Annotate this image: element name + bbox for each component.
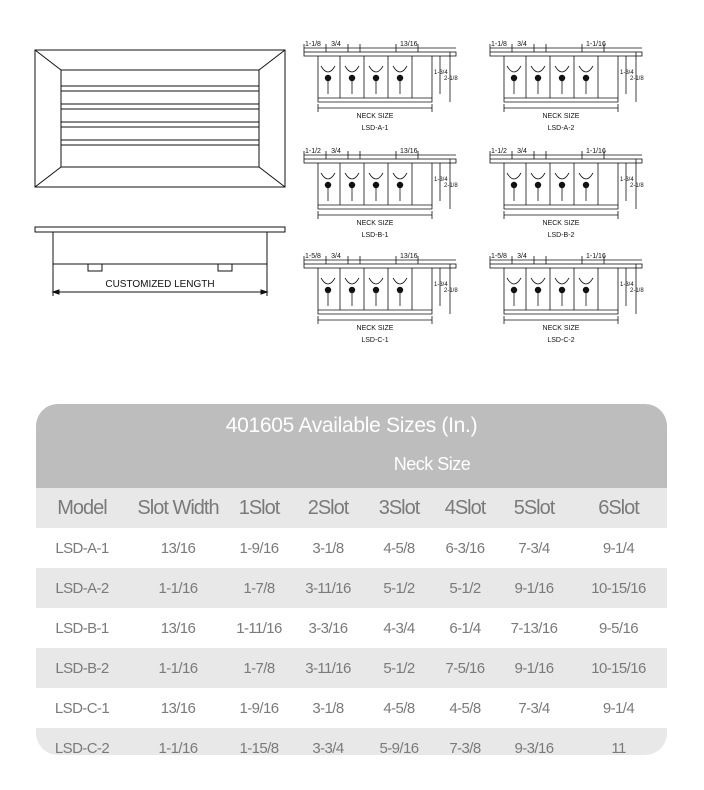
model-cell: LSD-C-1 — [36, 688, 128, 728]
profile-drawings — [304, 41, 644, 344]
size-cell: 5-9/16 — [366, 728, 432, 755]
header-cell: 6Slot — [570, 488, 667, 528]
size-cell: 1-1/16 — [128, 648, 228, 688]
neck-size-label: NECK SIZE — [356, 113, 394, 120]
header-cell: 1Slot — [228, 488, 290, 528]
profile-model-label: LSD-C-2 — [547, 337, 575, 344]
table-row — [36, 648, 667, 688]
slot-width-label: 13/16 — [400, 148, 418, 155]
sizes-table-card — [36, 404, 667, 755]
size-cell: 3-3/16 — [290, 608, 366, 648]
size-cell: 1-15/8 — [228, 728, 290, 755]
width-left-label: 1-1/8 — [491, 41, 507, 48]
header-cell: Slot Width — [128, 488, 228, 528]
table-header-row — [36, 488, 667, 528]
width-mid-label: 3/4 — [331, 148, 341, 155]
header-cell: 4Slot — [432, 488, 498, 528]
neck-size-label: NECK SIZE — [356, 220, 394, 227]
table-row — [36, 568, 667, 608]
size-cell: 1-9/16 — [228, 528, 290, 568]
size-cell: 4-5/8 — [432, 688, 498, 728]
height-small-label: 1-3/4 — [434, 282, 448, 288]
size-cell: 1-11/16 — [228, 608, 290, 648]
size-cell: 3-1/8 — [290, 688, 366, 728]
size-cell: 5-1/2 — [432, 568, 498, 608]
model-cell: LSD-C-2 — [36, 728, 128, 755]
header-cell: 5Slot — [498, 488, 570, 528]
size-cell: 13/16 — [128, 688, 228, 728]
profile-model-label: LSD-B-1 — [361, 232, 389, 239]
height-big-label: 2-1/8 — [444, 76, 458, 82]
size-cell: 9-1/4 — [570, 528, 667, 568]
table-row — [36, 688, 667, 728]
profile-drawing — [490, 253, 644, 344]
profile-model-label: LSD-B-2 — [547, 232, 575, 239]
height-big-label: 2-1/8 — [630, 288, 644, 294]
size-cell: 13/16 — [128, 608, 228, 648]
size-cell: 9-1/4 — [570, 688, 667, 728]
size-cell: 1-7/8 — [228, 568, 290, 608]
size-cell: 4-3/4 — [366, 608, 432, 648]
size-cell: 9-1/16 — [498, 648, 570, 688]
header-cell: 3Slot — [366, 488, 432, 528]
table-row — [36, 728, 667, 755]
width-mid-label: 3/4 — [517, 41, 527, 48]
width-mid-label: 3/4 — [331, 41, 341, 48]
size-cell: 4-5/8 — [366, 528, 432, 568]
size-cell: 9-3/16 — [498, 728, 570, 755]
size-cell: 1-1/16 — [128, 728, 228, 755]
neck-size-label: NECK SIZE — [542, 220, 580, 227]
size-cell: 3-3/4 — [290, 728, 366, 755]
neck-size-heading: Neck Size — [393, 454, 471, 474]
size-cell: 13/16 — [128, 528, 228, 568]
profile-drawing — [304, 41, 458, 132]
profile-model-label: LSD-A-1 — [361, 125, 389, 132]
front-view — [35, 50, 285, 187]
height-small-label: 1-3/4 — [620, 282, 634, 288]
side-view-caption: CUSTOMIZED LENGTH — [105, 279, 215, 290]
size-cell: 6-1/4 — [432, 608, 498, 648]
width-left-label: 1-1/2 — [305, 148, 321, 155]
neck-size-label: NECK SIZE — [356, 325, 394, 332]
profile-model-label: LSD-A-2 — [547, 125, 575, 132]
height-big-label: 2-1/8 — [630, 76, 644, 82]
sizes-table — [36, 488, 667, 755]
width-left-label: 1-5/8 — [491, 253, 507, 260]
height-big-label: 2-1/8 — [444, 288, 458, 294]
table-row — [36, 608, 667, 648]
size-cell: 7-3/4 — [498, 528, 570, 568]
model-cell: LSD-A-2 — [36, 568, 128, 608]
slot-width-label: 13/16 — [400, 41, 418, 48]
height-big-label: 2-1/8 — [630, 183, 644, 189]
header-cell: Model — [36, 488, 128, 528]
size-cell: 7-3/4 — [498, 688, 570, 728]
neck-size-label: NECK SIZE — [542, 325, 580, 332]
width-left-label: 1-1/2 — [491, 148, 507, 155]
slot-width-label: 13/16 — [400, 253, 418, 260]
profile-model-label: LSD-C-1 — [361, 337, 389, 344]
height-small-label: 1-3/4 — [620, 70, 634, 76]
height-small-label: 1-3/4 — [434, 70, 448, 76]
height-small-label: 1-3/4 — [434, 177, 448, 183]
neck-size-label: NECK SIZE — [542, 113, 580, 120]
size-cell: 4-5/8 — [366, 688, 432, 728]
model-cell: LSD-A-1 — [36, 528, 128, 568]
height-big-label: 2-1/8 — [444, 183, 458, 189]
model-cell: LSD-B-2 — [36, 648, 128, 688]
size-cell: 7-3/8 — [432, 728, 498, 755]
slot-width-label: 1-1/16 — [586, 41, 606, 48]
width-mid-label: 3/4 — [517, 253, 527, 260]
table-row — [36, 528, 667, 568]
slot-width-label: 1-1/16 — [586, 253, 606, 260]
profile-drawing — [490, 148, 644, 239]
size-cell: 7-5/16 — [432, 648, 498, 688]
size-cell: 10-15/16 — [570, 568, 667, 608]
size-cell: 9-1/16 — [498, 568, 570, 608]
width-mid-label: 3/4 — [331, 253, 341, 260]
table-body — [36, 528, 667, 755]
width-left-label: 1-1/8 — [305, 41, 321, 48]
size-cell: 3-11/16 — [290, 648, 366, 688]
size-cell: 1-7/8 — [228, 648, 290, 688]
size-cell: 3-11/16 — [290, 568, 366, 608]
profile-drawing — [304, 253, 458, 344]
size-cell: 11 — [570, 728, 667, 755]
size-cell: 5-1/2 — [366, 568, 432, 608]
size-cell: 7-13/16 — [498, 608, 570, 648]
size-cell: 10-15/16 — [570, 648, 667, 688]
model-cell: LSD-B-1 — [36, 608, 128, 648]
size-cell: 5-1/2 — [366, 648, 432, 688]
profile-drawing — [490, 41, 644, 132]
slot-width-label: 1-1/16 — [586, 148, 606, 155]
profile-drawing — [304, 148, 458, 239]
size-cell: 1-1/16 — [128, 568, 228, 608]
size-cell: 3-1/8 — [290, 528, 366, 568]
size-cell: 1-9/16 — [228, 688, 290, 728]
size-cell: 6-3/16 — [432, 528, 498, 568]
header-cell: 2Slot — [290, 488, 366, 528]
size-cell: 9-5/16 — [570, 608, 667, 648]
width-left-label: 1-5/8 — [305, 253, 321, 260]
table-title: 401605 Available Sizes (In.) — [225, 414, 478, 437]
height-small-label: 1-3/4 — [620, 177, 634, 183]
table-title-band — [36, 404, 667, 488]
width-mid-label: 3/4 — [517, 148, 527, 155]
